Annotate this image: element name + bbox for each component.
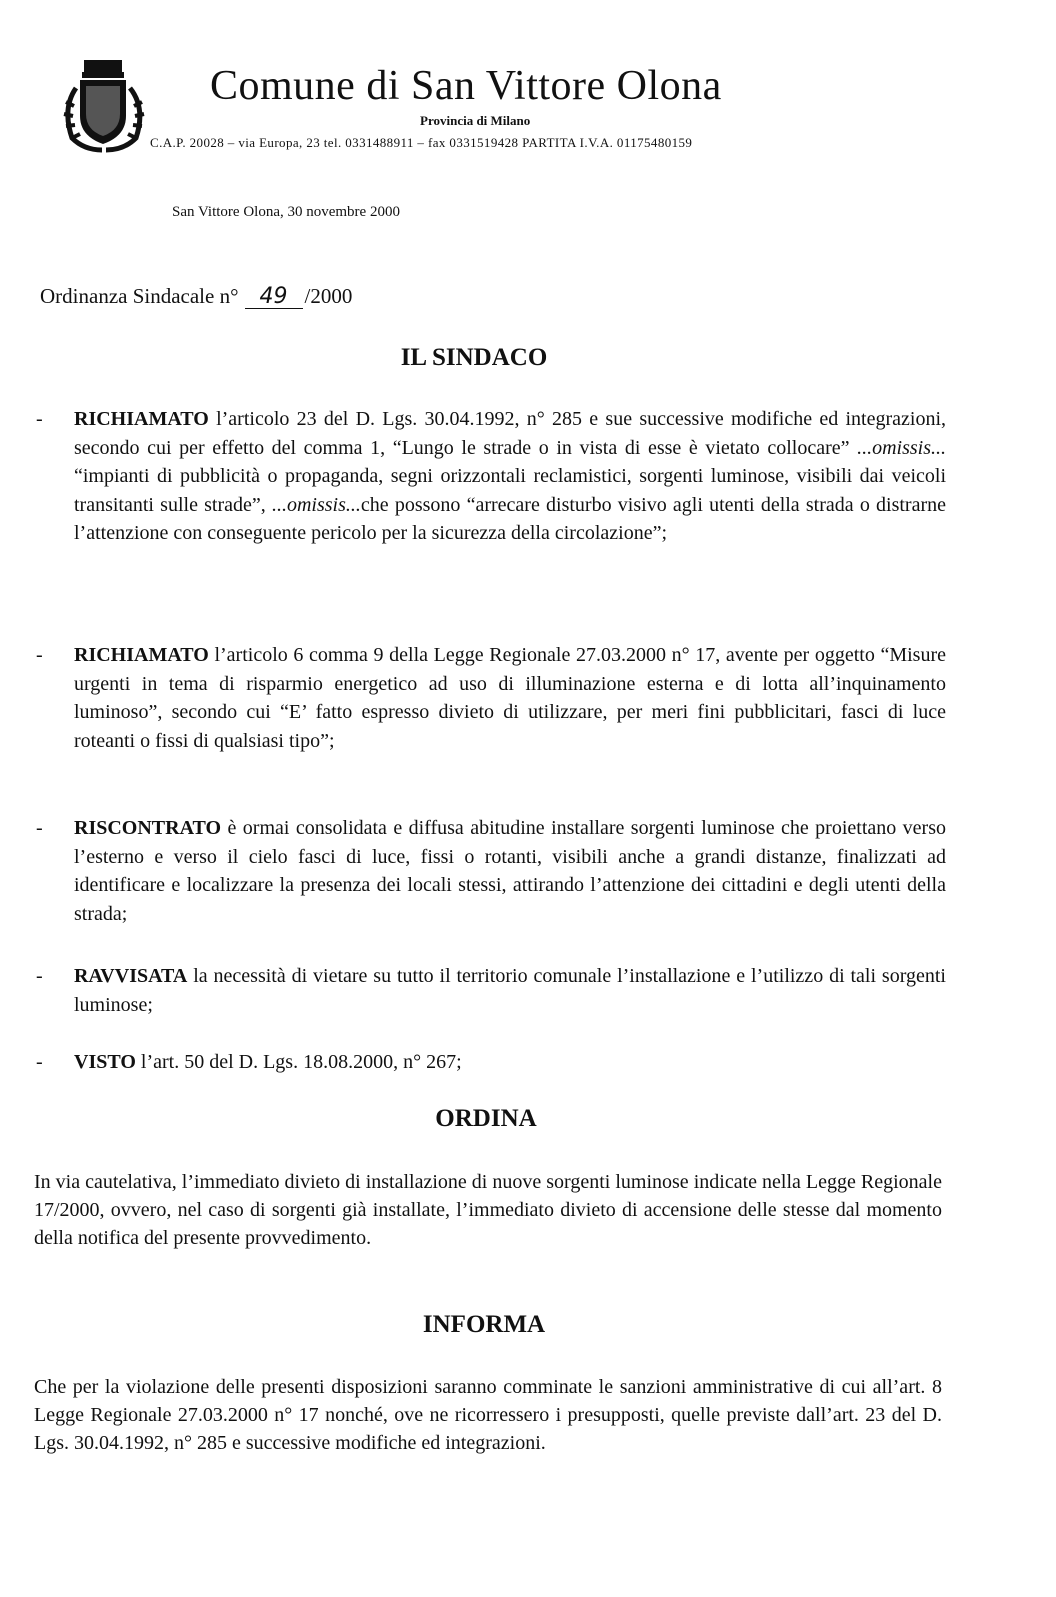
municipal-crest-icon (58, 58, 150, 156)
informa-paragraph: Che per la violazione delle presenti disposizioni saranno comminate le sanzioni amministrative di cui all’art. 8 Legge Regionale 27.03.2000 n° 17 nonché, ove ne ricorressero i presupposti, quelle previste dall’art. 23 del D. Lgs. 30.04.1992, n° 285 e successive modifiche ed integrazioni. (34, 1376, 942, 1454)
ordina-paragraph: In via cautelativa, l’immediato divieto di installazione di nuove sorgenti luminose indicate nella Legge Regionale 17/2000, ovvero, nel caso di sorgenti già installate, l’immediato divieto di accensione delle stesse dal momento della notifica del presente provvedimento. (34, 1171, 942, 1249)
ordinance-number: 49 (245, 286, 303, 309)
ordinance-year: /2000 (304, 284, 353, 308)
clause-visto (36, 1048, 946, 1077)
contact-info: C.A.P. 20028 – via Europa, 23 tel. 0331488911 – fax 0331519428 PARTITA I.V.A. 01175480159 (150, 135, 693, 150)
clause-omissis: ...omissis... (857, 436, 946, 459)
clause-bullet: - (36, 817, 43, 839)
heading-il-sindaco: IL SINDACO (400, 344, 548, 371)
clause-text: “impianti di pubblicità o propaganda, segni orizzontali reclamistici, sorgenti luminose, visibili dai veicoli transitanti sulle strade”, (74, 465, 946, 516)
clause-bullet: - (36, 408, 43, 430)
heading-informa: INFORMA (422, 1311, 546, 1338)
clause-richiamato-1 (36, 405, 946, 548)
clause-omissis: ...omissis... (271, 493, 361, 516)
clause-keyword: RAVVISATA (74, 965, 188, 987)
ordinance-number-line (40, 284, 352, 309)
clause-keyword: RICHIAMATO (74, 644, 209, 666)
clause-text: è ormai consolidata e diffusa abitudine installare sorgenti luminose che proiettano verso l’esterno e verso il cielo fasci di luce, fissi o rotanti, visibili anche a grandi distanze, finalizzati ad identificare e localizzare la presenza dei locali stessi, attirando l’attenzione dei cittadini e degli utenti della strada; (74, 817, 946, 925)
heading-ordina: ORDINA (435, 1105, 537, 1132)
clause-keyword: RICHIAMATO (74, 408, 209, 430)
clause-text: la necessità di vietare su tutto il territorio comunale l’installazione e l’utilizzo di tali sorgenti luminose; (74, 965, 946, 1016)
clause-text: l’articolo 23 del D. Lgs. 30.04.1992, n° 285 e sue successive modifiche ed integrazioni, secondo cui per effetto del comma 1, “Lungo le strade o in vista di esse è vietato collocare” (74, 408, 946, 459)
clause-keyword: VISTO (74, 1051, 136, 1073)
clause-text: l’art. 50 del D. Lgs. 18.08.2000, n° 267; (135, 1051, 462, 1073)
clause-text: l’articolo 6 comma 9 della Legge Regionale 27.03.2000 n° 17, avente per oggetto “Misure urgenti in tema di risparmio energetico ad uso di illuminazione esterna e di lotta all’inquinamento luminoso”, secondo cui “E’ fatto espresso divieto di utilizzare, per meri fini pubblicitari, fasci di luce roteanti o fissi di qualsiasi tipo”; (74, 644, 946, 752)
clause-bullet: - (36, 644, 43, 666)
clause-bullet: - (36, 965, 43, 987)
date-line: San Vittore Olona, 30 novembre 2000 (172, 204, 400, 220)
clause-bullet: - (36, 1051, 43, 1073)
town-name: Comune di San Vittore Olona (210, 63, 722, 109)
province-label: Provincia di Milano (420, 113, 531, 128)
clause-text: che possono “arrecare disturbo visivo agli utenti della strada o distrarne l’attenzione con conseguente pericolo per la sicurezza della circolazione”; (74, 493, 946, 544)
clause-richiamato-2 (36, 641, 946, 755)
clause-ravvisata (36, 962, 946, 1019)
clause-riscontrato (36, 814, 946, 928)
ordinance-label: Ordinanza Sindacale n° (40, 284, 239, 308)
clause-keyword: RISCONTRATO (74, 817, 222, 839)
